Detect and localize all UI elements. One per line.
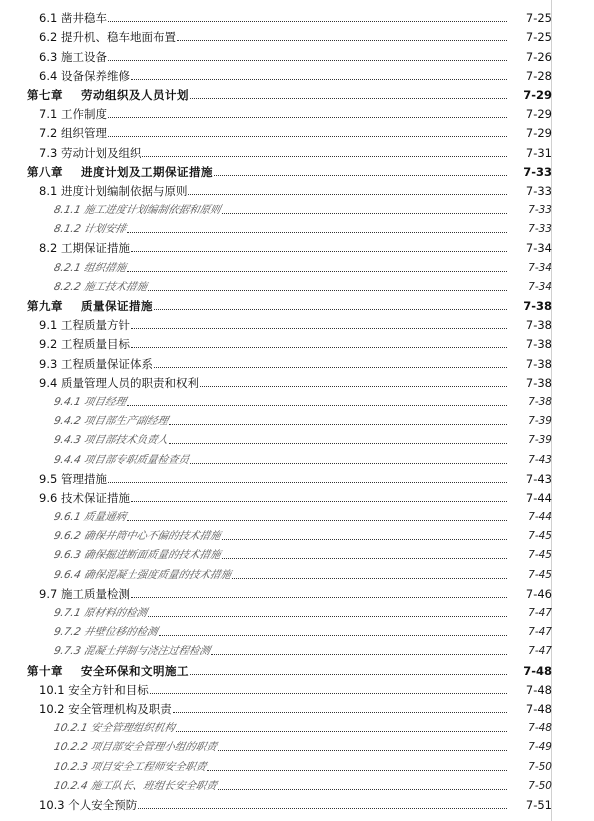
toc-entry-title-text: 确保井筒中心不偏的技术措施 bbox=[82, 530, 222, 543]
toc-entry-number: 7.1 bbox=[39, 107, 58, 122]
toc-entry-title-text: 劳动组织及人员计划 bbox=[81, 87, 189, 102]
toc-entry-page: 7-38 bbox=[528, 395, 552, 408]
dot-leader bbox=[232, 577, 507, 579]
dot-leader bbox=[177, 39, 507, 41]
toc-entry-level3[interactable] bbox=[0, 505, 594, 524]
dot-leader bbox=[169, 442, 507, 444]
toc-entry-title bbox=[39, 146, 141, 160]
toc-entry-level2[interactable] bbox=[0, 486, 594, 505]
toc-entry-title bbox=[53, 568, 233, 582]
toc-entry-title-text: 施工队长、班组长安全职责 bbox=[89, 779, 219, 792]
toc-entry-page: 7-29 bbox=[523, 87, 552, 102]
toc-entry-page: 7-45 bbox=[528, 568, 552, 581]
toc-entry-number: 6.3 bbox=[39, 49, 58, 64]
toc-entry-title bbox=[53, 203, 223, 217]
toc-entry-title bbox=[39, 798, 137, 812]
toc-entry-number: 第九章 bbox=[27, 299, 63, 313]
dot-leader bbox=[108, 116, 507, 118]
toc-entry-title bbox=[27, 664, 189, 678]
toc-entry-title-text: 项目部安全管理小组的职责 bbox=[89, 741, 219, 754]
toc-entry-page: 7-48 bbox=[523, 663, 552, 678]
toc-entry-number: 8.1.1 bbox=[52, 204, 82, 217]
toc-entry-title bbox=[53, 222, 128, 236]
toc-entry-page: 7-34 bbox=[528, 280, 552, 293]
toc-entry-level2[interactable] bbox=[0, 140, 594, 159]
dot-leader bbox=[131, 596, 507, 598]
toc-entry-title-text: 提升机、稳车地面布置 bbox=[60, 30, 176, 45]
toc-entry-title bbox=[39, 472, 107, 486]
toc-entry-page: 7-46 bbox=[525, 586, 552, 601]
toc-entry-number: 8.2 bbox=[39, 241, 58, 256]
dot-leader bbox=[138, 807, 507, 809]
toc-entry-number: 10.2.3 bbox=[52, 760, 89, 773]
dot-leader bbox=[222, 212, 507, 214]
toc-entry-level3[interactable] bbox=[0, 409, 594, 428]
toc-entry-number: 9.4 bbox=[39, 375, 58, 390]
toc-entry-number: 6.1 bbox=[39, 11, 58, 26]
toc-entry-title-text: 施工质量检测 bbox=[60, 586, 130, 601]
toc-entry-level2[interactable] bbox=[0, 351, 594, 370]
toc-entry-page: 7-45 bbox=[528, 549, 552, 562]
toc-entry-page: 7-49 bbox=[528, 741, 552, 754]
dot-leader bbox=[214, 174, 507, 176]
dot-leader bbox=[127, 519, 507, 521]
dot-leader bbox=[222, 557, 507, 559]
toc-entry-title bbox=[53, 740, 219, 754]
toc-entry-title-text: 计划安排 bbox=[82, 223, 128, 236]
toc-entry-number: 6.2 bbox=[39, 30, 58, 45]
toc-entry-level3[interactable] bbox=[0, 620, 594, 639]
toc-entry-number: 9.1 bbox=[39, 318, 58, 333]
toc-entry-page: 7-43 bbox=[528, 453, 552, 466]
toc-entry-level2[interactable] bbox=[0, 44, 594, 63]
dot-leader bbox=[190, 97, 507, 99]
toc-entry-title bbox=[53, 453, 191, 467]
toc-entry-page: 7-47 bbox=[528, 645, 552, 658]
toc-entry-title bbox=[53, 644, 212, 658]
toc-entry-title-text: 确保混凝土强度质量的技术措施 bbox=[82, 568, 233, 581]
toc-entry-level3[interactable] bbox=[0, 639, 594, 658]
toc-entry-level2[interactable] bbox=[0, 332, 594, 351]
dot-leader bbox=[218, 749, 507, 751]
toc-entry-title bbox=[27, 165, 213, 179]
toc-entry-page: 7-45 bbox=[528, 530, 552, 543]
toc-entry-page: 7-44 bbox=[528, 511, 552, 524]
dot-leader bbox=[131, 500, 507, 502]
toc-entry-number: 10.2 bbox=[39, 701, 65, 716]
dot-leader bbox=[176, 730, 507, 732]
toc-entry-page: 7-31 bbox=[525, 145, 552, 160]
toc-entry-title bbox=[39, 50, 107, 64]
toc-entry-title-text: 项目部技术负责人 bbox=[82, 434, 170, 447]
toc-entry-page: 7-38 bbox=[523, 299, 552, 313]
toc-entry-number: 9.5 bbox=[39, 471, 58, 486]
toc-entry-title bbox=[53, 261, 128, 275]
dot-leader bbox=[173, 711, 507, 713]
toc-entry-title-text: 确保掘进断面质量的技术措施 bbox=[82, 549, 222, 562]
toc-entry-number: 8.1 bbox=[39, 183, 58, 198]
toc-entry-title-text: 项目安全工程师安全职责 bbox=[89, 760, 208, 773]
toc-entry-number: 9.7.2 bbox=[52, 626, 82, 639]
toc-entry-title-text: 工程质量目标 bbox=[60, 337, 130, 352]
toc-entry-number: 6.4 bbox=[39, 68, 58, 83]
toc-entry-title-text: 工程质量保证体系 bbox=[60, 356, 153, 371]
dot-leader bbox=[148, 289, 507, 291]
dot-leader bbox=[148, 615, 507, 617]
toc-entry-level3[interactable] bbox=[0, 390, 594, 409]
toc-entry-title bbox=[53, 779, 219, 793]
toc-entry-title bbox=[39, 702, 172, 716]
toc-entry-page: 7-29 bbox=[525, 107, 552, 122]
toc-entry-level3[interactable] bbox=[0, 524, 594, 543]
toc-entry-title-text: 混凝土拌制与浇注过程检测 bbox=[82, 645, 212, 658]
dot-leader bbox=[127, 270, 507, 272]
toc-entry-level2[interactable] bbox=[0, 313, 594, 332]
toc-entry-page: 7-51 bbox=[525, 797, 552, 812]
toc-entry-title-text: 井壁位移的检测 bbox=[82, 626, 159, 639]
toc-entry-title bbox=[53, 414, 170, 428]
table-of-contents bbox=[0, 6, 594, 812]
toc-entry-page: 7-28 bbox=[525, 68, 552, 83]
toc-entry-title bbox=[39, 337, 130, 351]
toc-entry-title bbox=[27, 88, 189, 102]
toc-entry-level3[interactable] bbox=[0, 198, 594, 217]
dot-leader bbox=[108, 481, 507, 483]
toc-entry-level3[interactable] bbox=[0, 562, 594, 581]
toc-entry-level2[interactable] bbox=[0, 64, 594, 83]
toc-entry-level1[interactable] bbox=[0, 83, 594, 102]
toc-entry-title bbox=[53, 721, 177, 735]
toc-entry-number: 10.1 bbox=[39, 682, 65, 697]
toc-entry-number: 9.7.3 bbox=[52, 645, 82, 658]
dot-leader bbox=[188, 193, 507, 195]
toc-entry-title bbox=[53, 510, 128, 524]
toc-entry-number: 9.6.3 bbox=[52, 549, 82, 562]
toc-entry-page: 7-48 bbox=[525, 682, 552, 697]
toc-entry-number: 7.2 bbox=[39, 126, 58, 141]
toc-entry-page: 7-47 bbox=[528, 607, 552, 619]
toc-entry-page: 7-47 bbox=[528, 626, 552, 639]
toc-entry-number: 10.2.1 bbox=[52, 722, 89, 735]
toc-entry-title-text: 劳动计划及组织 bbox=[60, 145, 142, 160]
toc-entry-title bbox=[39, 318, 130, 332]
dot-leader bbox=[200, 385, 507, 387]
toc-entry-level3[interactable] bbox=[0, 774, 594, 793]
toc-entry-title-text: 工期保证措施 bbox=[60, 241, 130, 256]
toc-entry-level2[interactable] bbox=[0, 467, 594, 486]
toc-entry-title-text: 凿井稳车 bbox=[60, 11, 107, 26]
toc-entry-title bbox=[39, 30, 176, 44]
toc-entry-title bbox=[53, 395, 128, 409]
toc-entry-title-text: 质量通病 bbox=[82, 511, 128, 524]
toc-entry-level1[interactable] bbox=[0, 160, 594, 179]
dot-leader bbox=[154, 308, 507, 310]
toc-entry-page: 7-38 bbox=[525, 375, 552, 390]
toc-entry-title-text: 安全管理组织机构 bbox=[89, 722, 177, 735]
dot-leader bbox=[108, 20, 507, 22]
dot-leader bbox=[131, 78, 507, 80]
toc-entry-title-text: 技术保证措施 bbox=[60, 490, 130, 505]
dot-leader bbox=[169, 423, 507, 425]
toc-entry-title-text: 组织管理 bbox=[60, 126, 107, 141]
toc-entry-level1[interactable] bbox=[0, 658, 594, 677]
toc-entry-level2[interactable] bbox=[0, 236, 594, 255]
toc-entry-title-text: 进度计划及工期保证措施 bbox=[81, 164, 213, 179]
toc-entry-level1[interactable] bbox=[0, 294, 594, 313]
toc-entry-title bbox=[39, 126, 107, 140]
toc-entry-number: 9.7.1 bbox=[52, 607, 82, 619]
toc-entry-number: 10.2.2 bbox=[52, 741, 89, 754]
toc-entry-page: 7-39 bbox=[528, 434, 552, 447]
toc-entry-title bbox=[39, 11, 107, 25]
toc-entry-page: 7-38 bbox=[525, 337, 552, 352]
toc-entry-level2[interactable] bbox=[0, 371, 594, 390]
toc-entry-page: 7-43 bbox=[525, 471, 552, 486]
toc-entry-title bbox=[39, 683, 149, 697]
toc-entry-level3[interactable] bbox=[0, 735, 594, 754]
toc-entry-number: 9.4.4 bbox=[52, 453, 82, 466]
dot-leader bbox=[159, 634, 507, 636]
toc-entry-page: 7-33 bbox=[528, 204, 552, 217]
dot-leader bbox=[131, 346, 507, 348]
toc-entry-title bbox=[53, 433, 170, 447]
toc-entry-page: 7-25 bbox=[525, 11, 552, 26]
toc-entry-level3[interactable] bbox=[0, 543, 594, 562]
toc-entry-number: 9.3 bbox=[39, 356, 58, 371]
toc-entry-level3[interactable] bbox=[0, 716, 594, 735]
toc-entry-title-text: 项目经理 bbox=[82, 395, 128, 408]
toc-entry-level3[interactable] bbox=[0, 217, 594, 236]
toc-entry-level2[interactable] bbox=[0, 793, 594, 812]
toc-entry-level2[interactable] bbox=[0, 179, 594, 198]
toc-entry-title-text: 个人安全预防 bbox=[68, 797, 138, 812]
toc-entry-title bbox=[53, 280, 149, 294]
toc-entry-page: 7-39 bbox=[528, 415, 552, 428]
toc-entry-title-text: 进度计划编制依据与原则 bbox=[60, 183, 188, 198]
toc-entry-number: 第八章 bbox=[27, 164, 63, 179]
toc-entry-number: 10.3 bbox=[39, 797, 65, 812]
toc-entry-level2[interactable] bbox=[0, 121, 594, 140]
toc-entry-number: 9.6.2 bbox=[52, 530, 82, 543]
toc-entry-number: 9.6.1 bbox=[52, 511, 82, 524]
toc-entry-number: 7.3 bbox=[39, 145, 58, 160]
toc-entry-page: 7-44 bbox=[525, 490, 552, 505]
toc-entry-number: 9.6.4 bbox=[52, 568, 82, 581]
toc-entry-title bbox=[53, 606, 149, 620]
toc-entry-title bbox=[39, 184, 187, 198]
toc-entry-page: 7-34 bbox=[525, 241, 552, 256]
toc-entry-page: 7-26 bbox=[525, 49, 552, 64]
toc-entry-title-text: 安全管理机构及职责 bbox=[68, 701, 172, 716]
dot-leader bbox=[154, 366, 507, 368]
toc-entry-number: 第七章 bbox=[27, 87, 63, 102]
toc-entry-level2[interactable] bbox=[0, 582, 594, 601]
toc-entry-level3[interactable] bbox=[0, 447, 594, 466]
toc-entry-number: 第十章 bbox=[27, 663, 63, 678]
toc-entry-level3[interactable] bbox=[0, 601, 594, 620]
toc-entry-page: 7-33 bbox=[528, 223, 552, 236]
dot-leader bbox=[211, 653, 507, 655]
toc-entry-title-text: 施工进度计划编制依据和原则 bbox=[82, 204, 222, 217]
toc-entry-number: 9.4.3 bbox=[52, 434, 82, 447]
dot-leader bbox=[218, 788, 507, 790]
toc-entry-title-text: 质量管理人员的职责和权利 bbox=[60, 375, 199, 390]
dot-leader bbox=[127, 231, 507, 233]
toc-entry-number: 9.7 bbox=[39, 586, 58, 601]
toc-entry-title bbox=[39, 376, 199, 390]
toc-entry-level2[interactable] bbox=[0, 678, 594, 697]
toc-entry-title-text: 质量保证措施 bbox=[81, 299, 153, 313]
toc-entry-title-text: 施工设备 bbox=[60, 49, 107, 64]
toc-entry-title bbox=[53, 625, 160, 639]
toc-entry-title bbox=[27, 299, 153, 313]
toc-entry-title-text: 项目部生产副经理 bbox=[82, 415, 170, 428]
toc-entry-title bbox=[53, 548, 223, 562]
toc-entry-title-text: 项目部专职质量检查员 bbox=[82, 453, 191, 466]
toc-entry-level2[interactable] bbox=[0, 697, 594, 716]
toc-entry-level2[interactable] bbox=[0, 6, 594, 25]
toc-entry-number: 10.2.4 bbox=[52, 779, 89, 792]
toc-entry-title-text: 设备保养维修 bbox=[60, 68, 130, 83]
toc-entry-title-text: 工作制度 bbox=[60, 107, 107, 122]
toc-entry-title-text: 施工技术措施 bbox=[82, 280, 149, 293]
toc-entry-page: 7-48 bbox=[528, 722, 552, 735]
toc-entry-title-text: 组织措施 bbox=[82, 261, 128, 274]
toc-entry-number: 8.2.2 bbox=[52, 280, 82, 293]
toc-entry-number: 9.4.1 bbox=[52, 395, 82, 408]
toc-entry-level2[interactable] bbox=[0, 102, 594, 121]
dot-leader bbox=[127, 404, 507, 406]
toc-entry-page: 7-33 bbox=[523, 164, 552, 179]
dot-leader bbox=[190, 462, 507, 464]
dot-leader bbox=[142, 155, 507, 157]
toc-entry-page: 7-48 bbox=[525, 701, 552, 716]
toc-entry-number: 9.4.2 bbox=[52, 415, 82, 428]
toc-entry-page: 7-25 bbox=[525, 30, 552, 45]
toc-entry-page: 7-38 bbox=[525, 356, 552, 371]
dot-leader bbox=[190, 673, 507, 675]
toc-entry-title-text: 工程质量方针 bbox=[60, 318, 130, 333]
toc-entry-page: 7-50 bbox=[528, 760, 552, 773]
dot-leader bbox=[150, 692, 507, 694]
toc-entry-title-text: 管理措施 bbox=[60, 471, 107, 486]
toc-entry-title bbox=[39, 107, 107, 121]
toc-entry-title bbox=[53, 760, 208, 774]
toc-entry-number: 9.6 bbox=[39, 490, 58, 505]
dot-leader bbox=[108, 135, 507, 137]
toc-entry-level3[interactable] bbox=[0, 428, 594, 447]
toc-entry-page: 7-50 bbox=[528, 779, 552, 792]
toc-entry-page: 7-34 bbox=[528, 261, 552, 274]
dot-leader bbox=[108, 59, 507, 61]
toc-entry-level3[interactable] bbox=[0, 275, 594, 294]
dot-leader bbox=[222, 538, 507, 540]
toc-entry-title bbox=[53, 529, 223, 543]
toc-entry-title bbox=[39, 491, 130, 505]
toc-entry-title bbox=[39, 357, 153, 371]
toc-entry-title bbox=[39, 69, 130, 83]
toc-entry-level3[interactable] bbox=[0, 754, 594, 773]
toc-entry-number: 8.1.2 bbox=[52, 223, 82, 236]
toc-entry-number: 9.2 bbox=[39, 337, 58, 352]
toc-entry-level2[interactable] bbox=[0, 25, 594, 44]
toc-entry-page: 7-29 bbox=[525, 126, 552, 141]
dot-leader bbox=[131, 327, 507, 329]
toc-entry-title-text: 安全环保和文明施工 bbox=[81, 663, 189, 678]
toc-entry-title-text: 原材料的检测 bbox=[82, 607, 149, 619]
toc-entry-level3[interactable] bbox=[0, 255, 594, 274]
toc-entry-page: 7-33 bbox=[525, 183, 552, 198]
toc-entry-title bbox=[39, 241, 130, 255]
dot-leader bbox=[131, 250, 507, 252]
toc-entry-title-text: 安全方针和目标 bbox=[68, 682, 149, 697]
dot-leader bbox=[207, 769, 507, 771]
toc-entry-page: 7-38 bbox=[525, 318, 552, 333]
toc-entry-number: 8.2.1 bbox=[52, 261, 82, 274]
toc-entry-title bbox=[39, 587, 130, 601]
